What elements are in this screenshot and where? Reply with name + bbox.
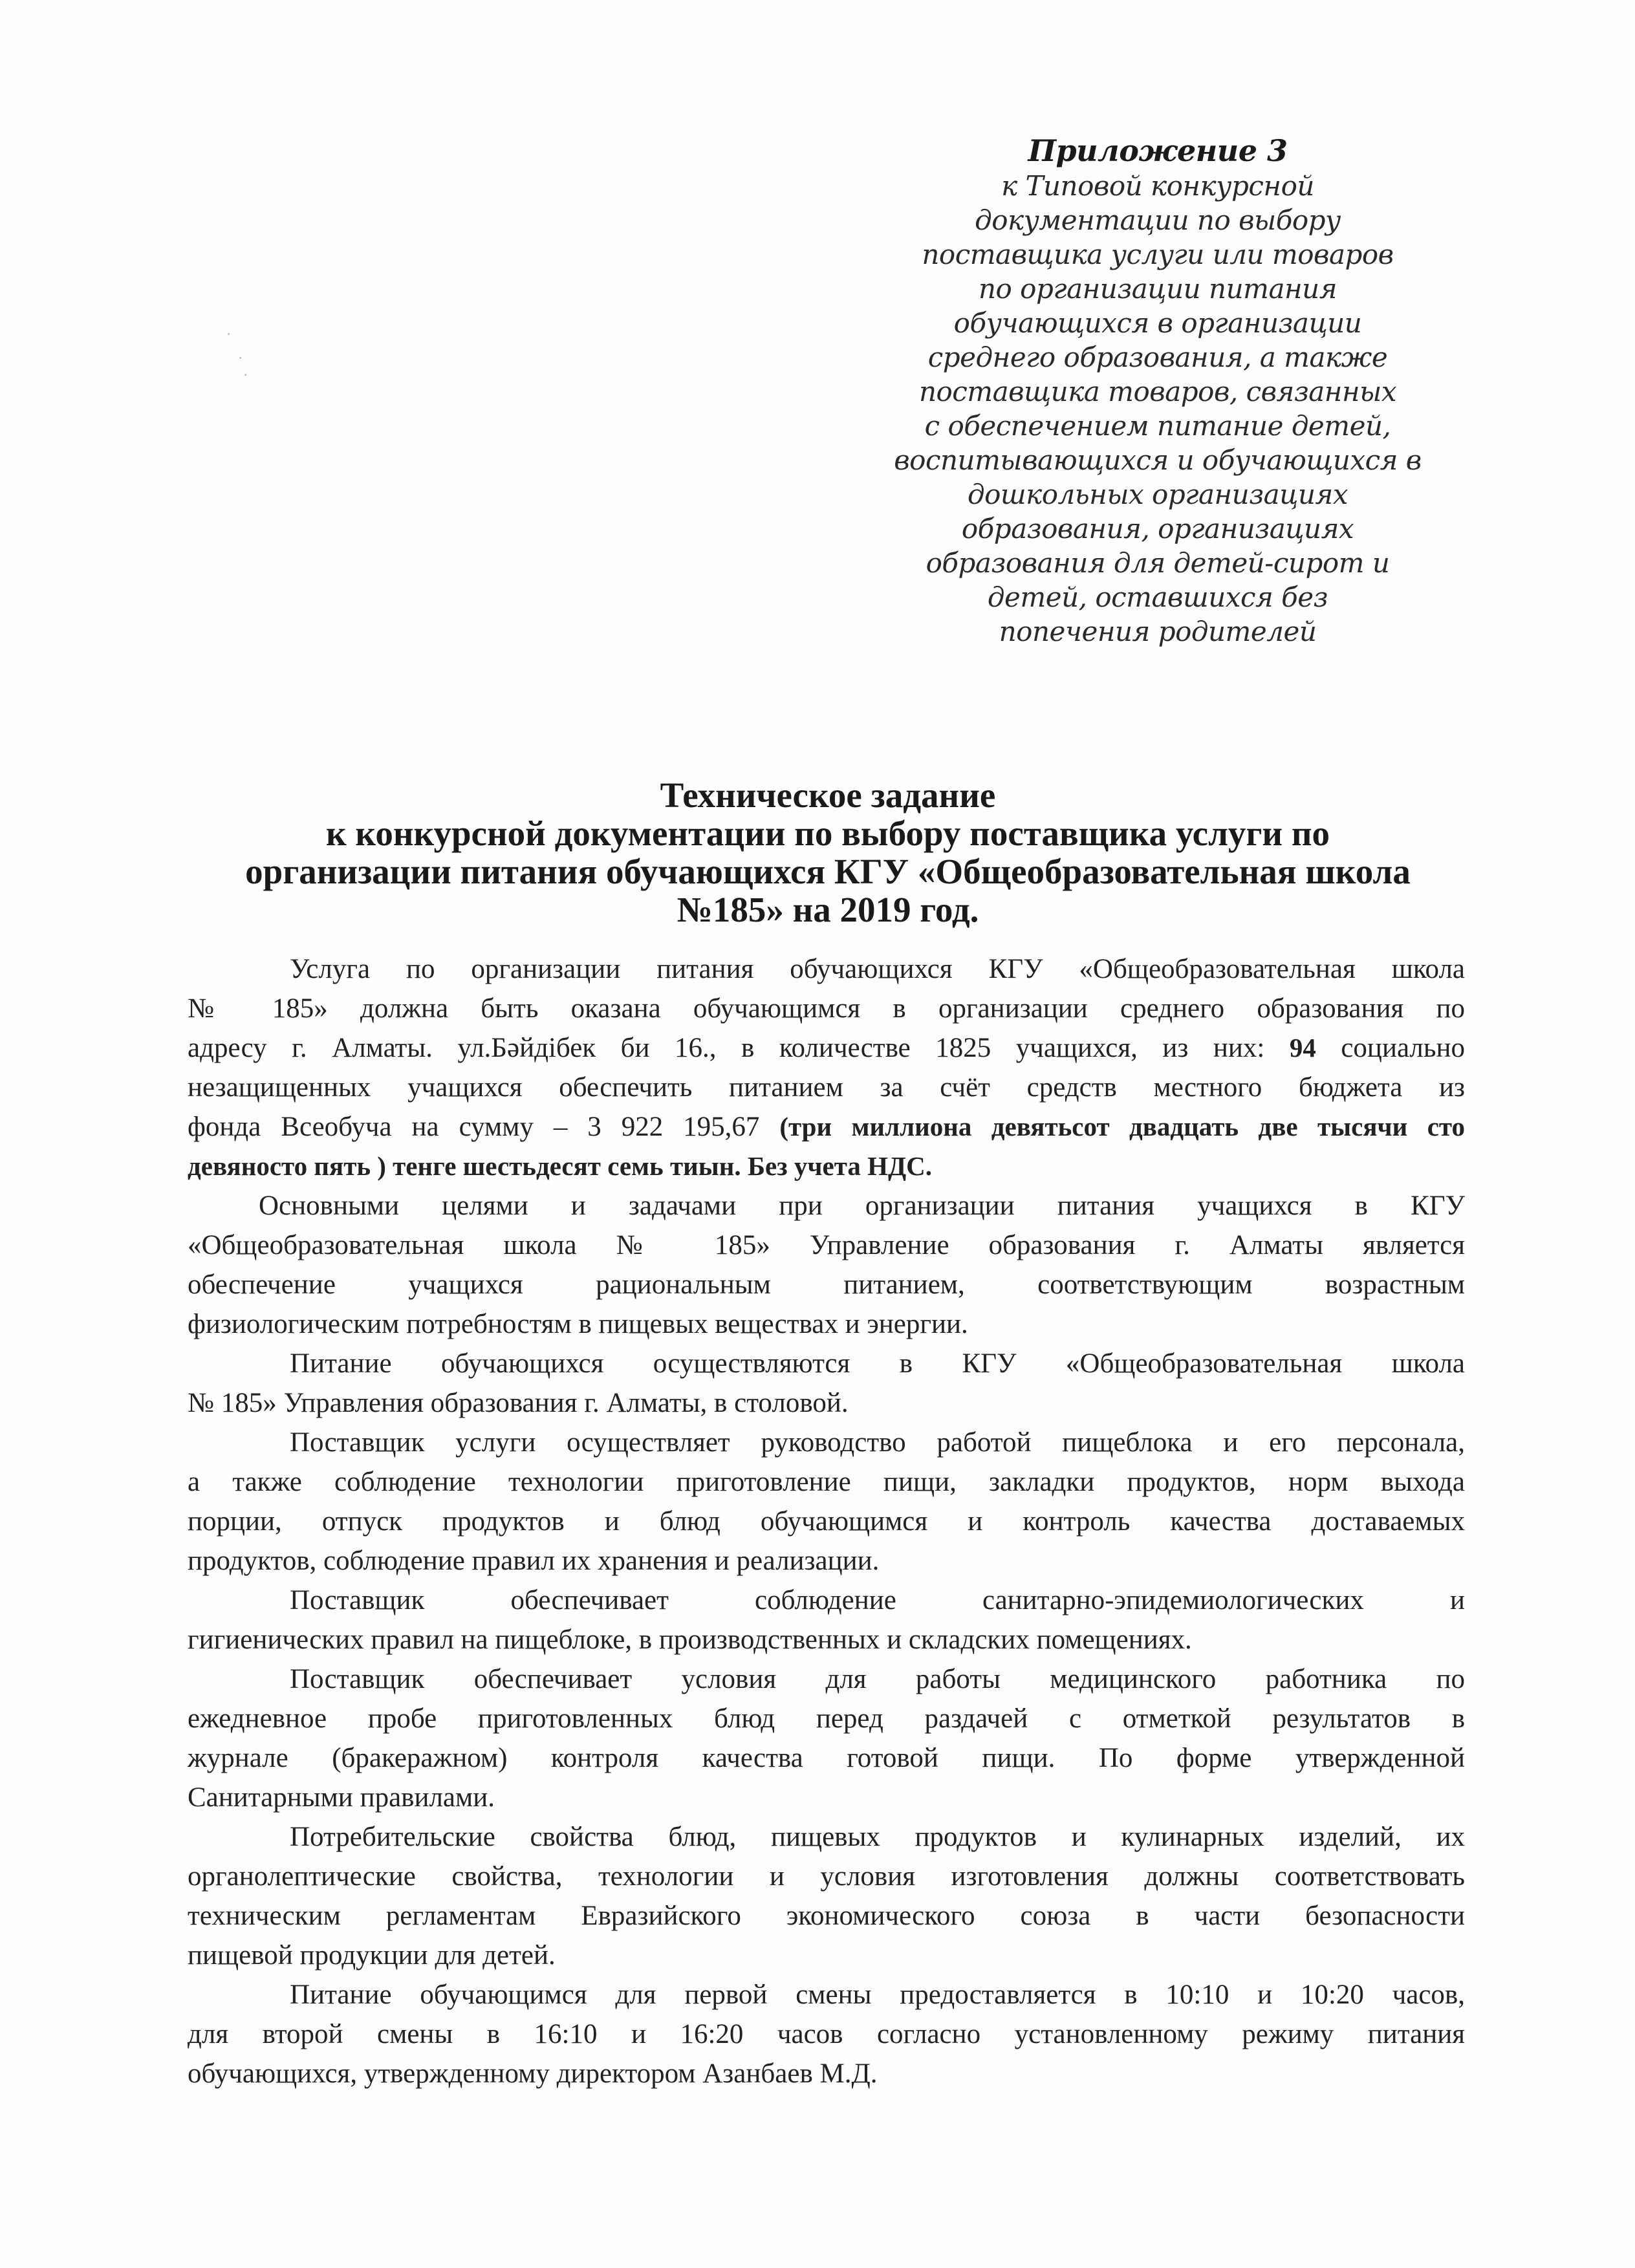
text-line — [188, 1028, 1465, 1068]
title-line: к конкурсной документации по выбору поставщика услуги по — [325, 814, 1330, 853]
text-line: Питание обучающихся осуществляются в КГУ «Общеобразовательная школа — [290, 1348, 1465, 1379]
appendix-line: попечения родителей — [999, 616, 1317, 647]
text-line: незащищенных учащихся обеспечить питанием за счёт средств местного бюджета из — [188, 1072, 1465, 1103]
amount-text: фонда Всеобуча на сумму – 3 922 195,67 — [188, 1112, 780, 1142]
text-line: обеспечение учащихся рациональным питанием, соответствующим возрастным — [188, 1269, 1465, 1300]
appendix-title: Приложение 3 — [1028, 133, 1288, 168]
text-line: Потребительские свойства блюд, пищевых продуктов и кулинарных изделий, их — [290, 1822, 1465, 1852]
title-line: организации питания обучающихся КГУ «Общеобразовательная школа — [245, 852, 1411, 891]
text-line: журнале (бракеражном) контроля качества готовой пищи. По форме утвержденной — [188, 1743, 1465, 1773]
text-line: обучающихся, утвержденному директором Азанбаев М.Д. — [188, 2058, 878, 2089]
scan-speck — [239, 357, 241, 359]
document-body — [188, 949, 1465, 2093]
appendix-line: детей, оставшихся без — [987, 581, 1328, 613]
appendix-line: среднего образования, а также — [927, 341, 1388, 373]
text-line: Санитарными правилами. — [188, 1782, 495, 1813]
paragraph-schedule — [188, 1975, 1465, 2093]
appendix-line: поставщика услуги или товаров — [922, 239, 1394, 270]
text-line: ежедневное пробе приготовленных блюд перед раздачей с отметкой результатов в — [188, 1703, 1465, 1734]
text-line: органолептические свойства, технологии и условия изготовления должны соответствовать — [188, 1861, 1465, 1892]
text-line: Поставщик обеспечивает соблюдение санитарно-эпидемиологических и — [290, 1585, 1465, 1615]
text-line: физиологическим потребностям в пищевых веществах и энергии. — [188, 1309, 968, 1339]
text-line: Питание обучающимся для первой смены предоставляется в 10:10 и 10:20 часов, — [290, 1980, 1465, 2010]
appendix-line: с обеспечением питание детей, — [924, 410, 1391, 442]
text-line: техническим регламентам Евразийского экономического союза в части безопасности — [188, 1901, 1465, 1931]
paragraph-medical — [188, 1659, 1465, 1817]
text-line: № 185» Управления образования г. Алматы, в столовой. — [188, 1388, 849, 1418]
scan-speck — [228, 333, 230, 335]
text-line: а также соблюдение технологии приготовление пищи, закладки продуктов, норм выхода — [188, 1467, 1465, 1497]
text-line: Услуга по организации питания обучающихся КГУ «Общеобразовательная школа — [290, 954, 1465, 984]
title-line: Техническое задание — [660, 775, 996, 815]
appendix-line: дошкольных организациях — [967, 479, 1348, 510]
appendix-line: обучающихся в организации — [953, 307, 1362, 339]
text-span: адресу г. Алматы. ул.Бәйдібек би 16., в количестве 1825 учащихся, из них: — [188, 1033, 1290, 1063]
appendix-line: образования для детей-сирот и — [926, 547, 1390, 579]
text-line: для второй смены в 16:10 и 16:20 часов согласно установленному режиму питания — [188, 2019, 1465, 2049]
text-line: пищевой продукции для детей. — [188, 1940, 556, 1971]
appendix-line: поставщика товаров, связанных — [918, 376, 1397, 407]
paragraph-location — [188, 1344, 1465, 1423]
scan-speck — [244, 374, 246, 376]
appendix-line: документации по выбору — [975, 204, 1341, 236]
count-bold: 94 — [1289, 1033, 1316, 1063]
text-line: Поставщик обеспечивает условия для работы медицинского работника по — [290, 1664, 1465, 1694]
amount-words-bold: (три миллиона девятьсот двадцать две тысячи сто — [779, 1112, 1466, 1141]
appendix-header — [867, 133, 1449, 649]
text-line-bold: девяносто пять ) тенге шестьдесят семь тиын. Без учета НДС. — [188, 1151, 933, 1181]
text-line: гигиенических правил на пищеблоке, в производственных и складских помещениях. — [188, 1625, 1192, 1655]
appendix-line: образования, организациях — [961, 513, 1354, 545]
paragraph-consumer-properties — [188, 1817, 1465, 1975]
text-line — [188, 1107, 1465, 1147]
title-line: №185» на 2019 год. — [677, 890, 979, 929]
text-line: «Общеобразовательная школа № 185» Управление образования г. Алматы является — [188, 1230, 1465, 1260]
text-span: социально — [1316, 1033, 1465, 1063]
appendix-line: к Типовой конкурсной — [1001, 170, 1314, 202]
text-line: Поставщик услуги осуществляет руководство работой пищеблока и его персонала, — [290, 1427, 1465, 1458]
text-line: Основными целями и задачами при организации питания учащихся в КГУ — [259, 1191, 1465, 1221]
appendix-line: по организации питания — [978, 273, 1337, 305]
document-title — [181, 776, 1475, 929]
text-line: № 185» должна быть оказана обучающимся в организации среднего образования по — [188, 993, 1465, 1024]
paragraph-supplier-duties — [188, 1423, 1465, 1581]
text-line: продуктов, соблюдение правил их хранения и реализации. — [188, 1546, 880, 1576]
paragraph-goals — [188, 1186, 1465, 1344]
paragraph-sanitary — [188, 1581, 1465, 1659]
appendix-line: воспитывающихся и обучающихся в — [894, 444, 1422, 476]
text-line: порции, отпуск продуктов и блюд обучающимся и контроль качества доставаемых — [188, 1506, 1465, 1537]
paragraph-service-scope — [188, 949, 1465, 1186]
